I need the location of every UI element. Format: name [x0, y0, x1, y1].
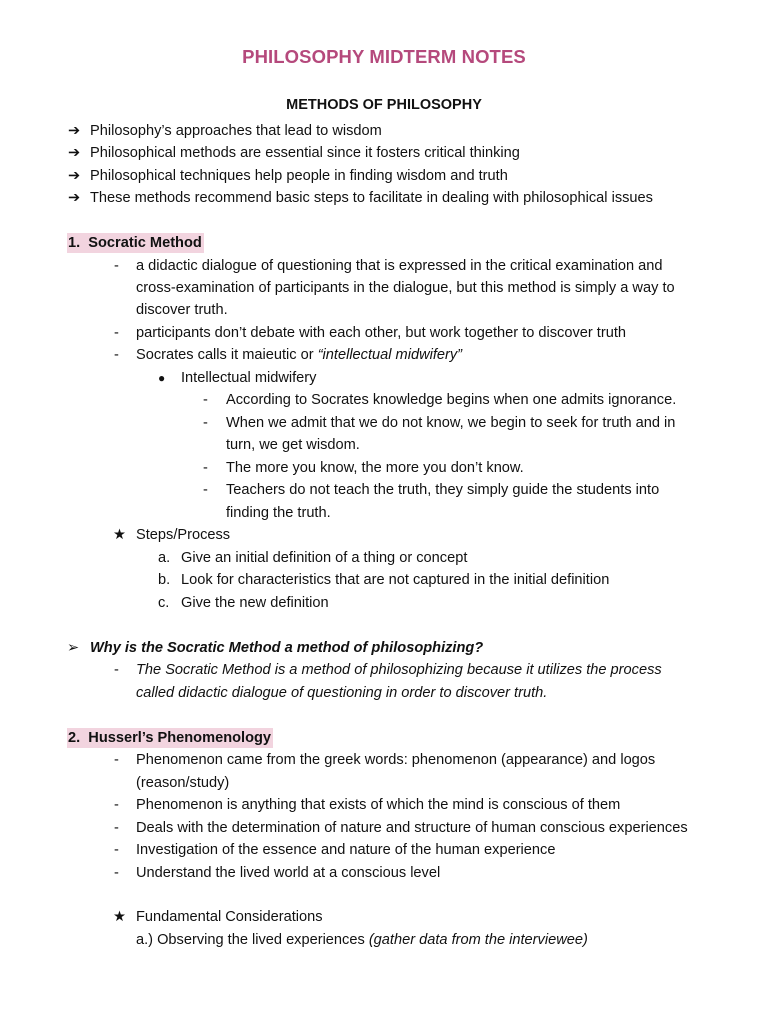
list-item-continued: finding the truth. [226, 505, 331, 521]
text-run: a.) Observing the lived experiences [136, 932, 369, 948]
step-letter: c. [158, 595, 170, 611]
dash-marker: - [114, 325, 119, 341]
section-subtitle: METHODS OF PHILOSOPHY [286, 97, 482, 113]
section-heading [67, 233, 204, 253]
intro-item: Philosophy’s approaches that lead to wisdom [90, 123, 382, 139]
question-text: Why is the Socratic Method a method of philosophizing? [90, 640, 484, 656]
dash-marker: - [114, 820, 119, 836]
answer-text-continued: called didactic dialogue of questioning in order to discover truth. [136, 685, 548, 701]
section-number: 2. [68, 730, 81, 746]
arrow-bullet-icon: ➔ [68, 145, 81, 161]
step-letter: b. [158, 572, 171, 588]
dash-marker: - [114, 865, 119, 881]
text-run: Socrates calls it maieutic or [136, 347, 318, 363]
triangle-arrow-icon: ➢ [67, 640, 80, 656]
list-item: Steps/Process [136, 527, 231, 543]
dash-marker: - [203, 482, 208, 498]
dash-marker: - [114, 842, 119, 858]
dash-marker: - [203, 415, 208, 431]
list-item [136, 930, 588, 950]
list-item-continued: cross-examination of participants in the dialogue, but this method is simply a way to [136, 280, 675, 296]
arrow-bullet-icon: ➔ [68, 168, 81, 184]
list-item-continued: (reason/study) [136, 775, 230, 791]
step-item: Give an initial definition of a thing or concept [181, 550, 468, 566]
dash-marker: - [203, 392, 208, 408]
step-letter: a. [158, 550, 171, 566]
step-item: Give the new definition [181, 595, 329, 611]
italic-text-run: (gather data from the interviewee) [368, 932, 588, 948]
list-item: The more you know, the more you don’t know. [226, 460, 524, 476]
dash-marker: - [114, 662, 119, 678]
list-item: a didactic dialogue of questioning that is expressed in the critical examination and [136, 258, 663, 274]
list-item [136, 345, 462, 365]
list-item-continued: turn, we get wisdom. [226, 437, 360, 453]
list-item: Phenomenon came from the greek words: phenomenon (appearance) and logos [136, 752, 656, 768]
section-heading-text: Socratic Method [88, 235, 202, 251]
list-item: Intellectual midwifery [181, 370, 317, 386]
intro-item: These methods recommend basic steps to facilitate in dealing with philosophical issues [90, 190, 653, 206]
list-item: Teachers do not teach the truth, they simply guide the students into [226, 482, 660, 498]
list-item: Fundamental Considerations [136, 909, 323, 925]
list-item: According to Socrates knowledge begins when one admits ignorance. [226, 392, 677, 408]
star-icon: ★ [113, 527, 127, 543]
list-item: Deals with the determination of nature and structure of human conscious experiences [136, 820, 688, 836]
arrow-bullet-icon: ➔ [68, 190, 81, 206]
list-item-continued: discover truth. [136, 302, 228, 318]
step-item: Look for characteristics that are not captured in the initial definition [181, 572, 610, 588]
dash-marker: - [203, 460, 208, 476]
list-item: Understand the lived world at a conscious level [136, 865, 441, 881]
intro-item: Philosophical methods are essential since it fosters critical thinking [90, 145, 520, 161]
arrow-bullet-icon: ➔ [68, 123, 81, 139]
italic-text-run: “intellectual midwifery” [317, 347, 463, 363]
dash-marker: - [114, 752, 119, 768]
section-heading [67, 728, 273, 748]
dash-marker: - [114, 258, 119, 274]
list-item: participants don’t debate with each other, but work together to discover truth [136, 325, 626, 341]
dash-marker: - [114, 797, 119, 813]
section-heading-text: Husserl’s Phenomenology [88, 730, 272, 746]
list-item: Phenomenon is anything that exists of which the mind is conscious of them [136, 797, 621, 813]
section-number: 1. [68, 235, 81, 251]
round-bullet-icon: ● [158, 371, 166, 385]
answer-text: The Socratic Method is a method of philosophizing because it utilizes the process [136, 662, 662, 678]
intro-item: Philosophical techniques help people in finding wisdom and truth [90, 168, 508, 184]
list-item: When we admit that we do not know, we begin to seek for truth and in [226, 415, 676, 431]
star-icon: ★ [113, 909, 127, 925]
list-item: Investigation of the essence and nature of the human experience [136, 842, 556, 858]
page-title: PHILOSOPHY MIDTERM NOTES [242, 46, 526, 67]
dash-marker: - [114, 347, 119, 363]
